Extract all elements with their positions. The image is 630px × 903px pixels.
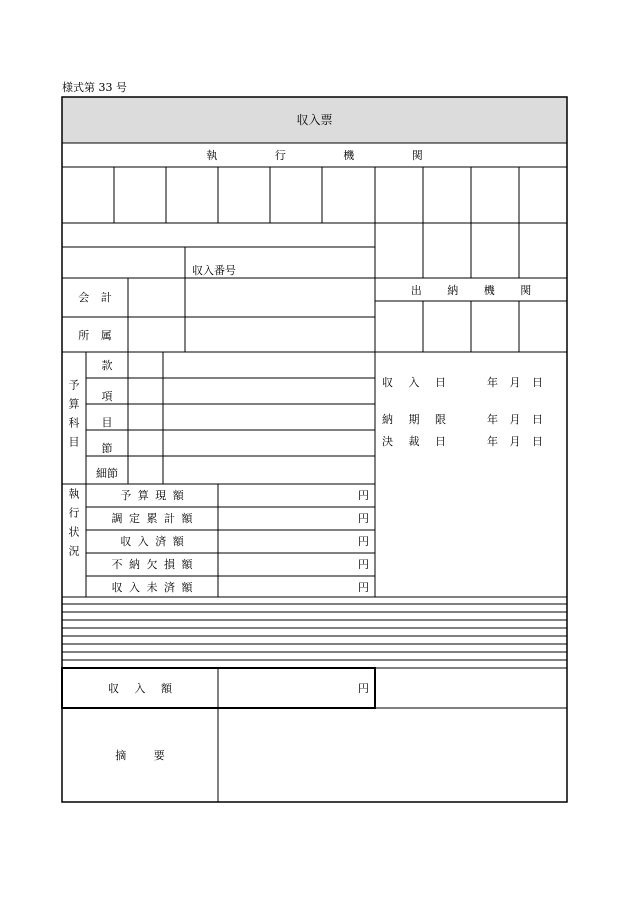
execution-row-label: 収 入 済 額 xyxy=(120,535,184,548)
summary-label: 摘 要 xyxy=(115,749,165,762)
execution-row-label: 不 納 欠 損 額 xyxy=(111,558,193,571)
budget-items-vertical-label: 予算科目 xyxy=(67,379,80,455)
yen-unit: 円 xyxy=(358,682,369,695)
revenue-amount-label: 収 入 額 xyxy=(108,682,172,695)
budget-row-label: 細節 xyxy=(96,467,118,480)
yen-unit: 円 xyxy=(358,581,369,594)
budget-row-label: 節 xyxy=(101,442,113,455)
affiliation-label: 所 属 xyxy=(78,329,112,342)
date-format: 年 月 日 xyxy=(487,413,543,426)
yen-unit: 円 xyxy=(358,489,369,502)
execution-status-vertical-label: 執行状況 xyxy=(67,488,80,564)
budget-row-label: 項 xyxy=(101,390,113,403)
budget-row-label: 目 xyxy=(101,416,113,429)
form-number: 様式第 33 号 xyxy=(62,81,127,94)
date-label: 決 裁 日 xyxy=(382,435,446,448)
date-format: 年 月 日 xyxy=(487,376,543,389)
executing-agency-heading: 執 行 機 関 xyxy=(206,149,423,162)
budget-row-label: 款 xyxy=(101,359,113,372)
form-outer-border xyxy=(62,97,567,802)
execution-row-label: 収 入 未 済 額 xyxy=(111,581,193,594)
date-format: 年 月 日 xyxy=(487,435,543,448)
yen-unit: 円 xyxy=(358,512,369,525)
form-title: 収入票 xyxy=(296,113,333,127)
date-label: 納 期 限 xyxy=(382,413,446,426)
execution-row-label: 予 算 現 額 xyxy=(120,489,184,502)
date-label: 収 入 日 xyxy=(382,376,446,389)
receipt-number-label: 収入番号 xyxy=(192,264,236,277)
accounting-label: 会 計 xyxy=(78,291,112,304)
yen-unit: 円 xyxy=(358,558,369,571)
yen-unit: 円 xyxy=(358,535,369,548)
treasury-agency-heading: 出 納 機 関 xyxy=(410,284,532,297)
execution-row-label: 調 定 累 計 額 xyxy=(111,512,193,525)
